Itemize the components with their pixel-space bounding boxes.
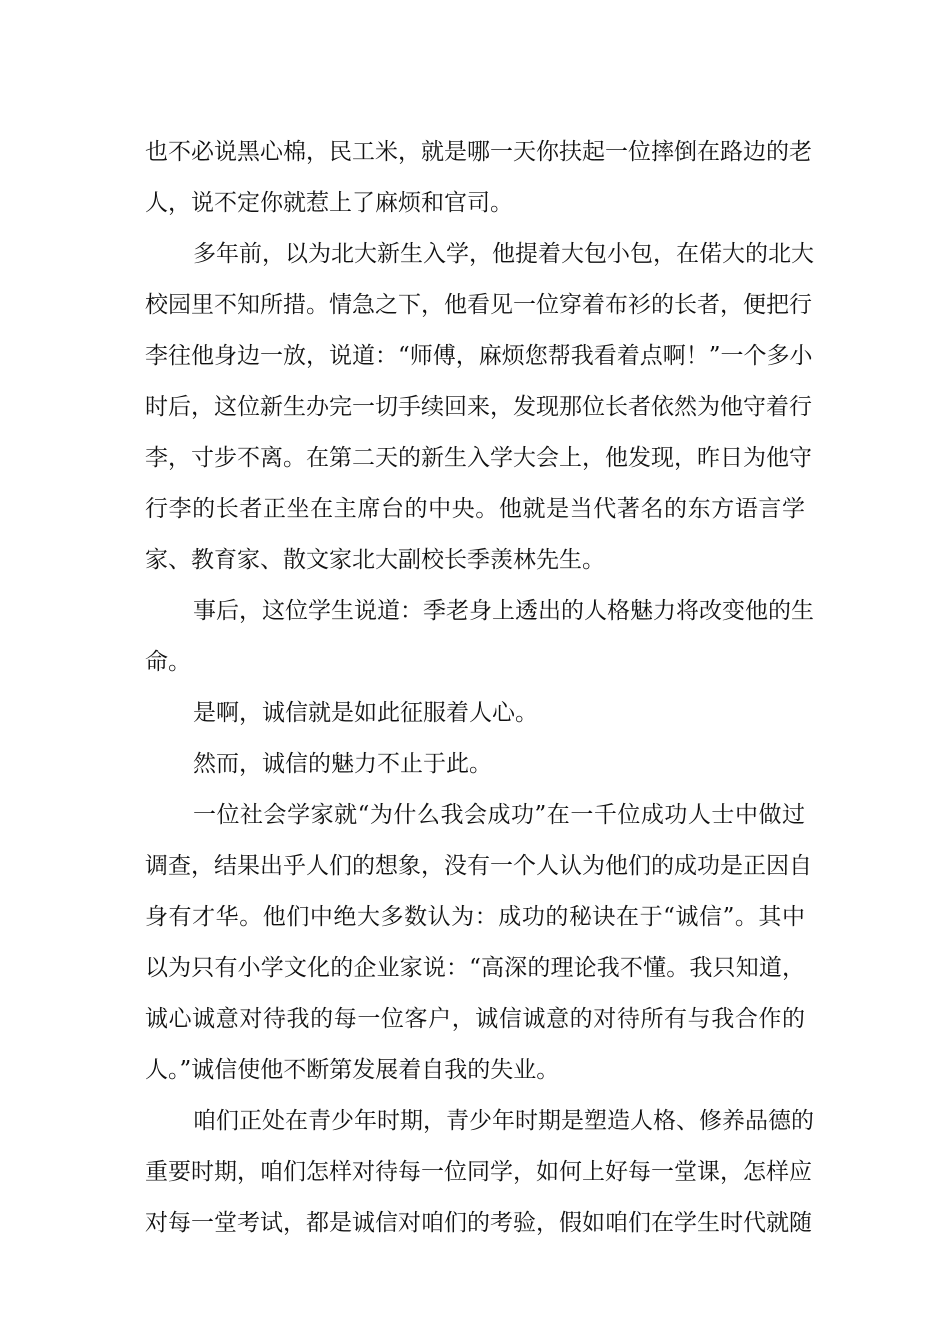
- paragraph-first-line: 事后，这位学生说道：季老身上透出的人格魅力将改变他的生: [193, 598, 814, 624]
- text-line: 行李的长者正坐在主席台的中央。他就是当代著名的东方语言学: [145, 496, 805, 522]
- text-line: 校园里不知所措。情急之下，他看见一位穿着布衫的长者，便把行: [145, 292, 812, 318]
- paragraph-first-line: 一位社会学家就“为什么我会成功”在一千位成功人士中做过: [193, 802, 805, 828]
- paragraph-first-line: 是啊，诚信就是如此征服着人心。: [193, 700, 538, 726]
- paragraph-first-line: 然而，诚信的魅力不止于此。: [193, 751, 492, 777]
- text-line: 重要时期，咱们怎样对待每一位同学，如何上好每一堂课，怎样应: [145, 1159, 812, 1185]
- text-line: 诚心诚意对待我的每一位客户，诚信诚意的对待所有与我合作的: [145, 1006, 805, 1032]
- text-line: 李往他身边一放，说道：“师傅，麻烦您帮我看着点啊！”一个多小: [145, 343, 813, 369]
- text-line: 时后，这位新生办完一切手续回来，发现那位长者依然为他守着行: [145, 394, 812, 420]
- text-line: 人，说不定你就惹上了麻烦和官司。: [145, 190, 513, 216]
- text-line: 命。: [145, 649, 191, 675]
- text-line: 身有才华。他们中绝大多数认为：成功的秘诀在于“诚信”。其中: [145, 904, 805, 930]
- text-line: 李，寸步不离。在第二天的新生入学大会上，他发现，昨日为他守: [145, 445, 812, 471]
- text-line: 也不必说黑心棉，民工米，就是哪一天你扶起一位摔倒在路边的老: [145, 139, 812, 165]
- text-line: 对每一堂考试，都是诚信对咱们的考验，假如咱们在学生时代就随: [145, 1210, 812, 1236]
- text-line: 调查，结果出乎人们的想象，没有一个人认为他们的成功是正因自: [145, 853, 812, 879]
- text-line: 人。”诚信使他不断第发展着自我的失业。: [145, 1057, 560, 1083]
- text-line: 以为只有小学文化的企业家说：“高深的理论我不懂。我只知道，: [145, 955, 805, 981]
- paragraph-first-line: 咱们正处在青少年时期，青少年时期是塑造人格、修养品德的: [193, 1108, 814, 1134]
- text-line: 家、教育家、散文家北大副校长季羡林先生。: [145, 547, 605, 573]
- paragraph-first-line: 多年前，以为北大新生入学，他提着大包小包，在偌大的北大: [193, 241, 814, 267]
